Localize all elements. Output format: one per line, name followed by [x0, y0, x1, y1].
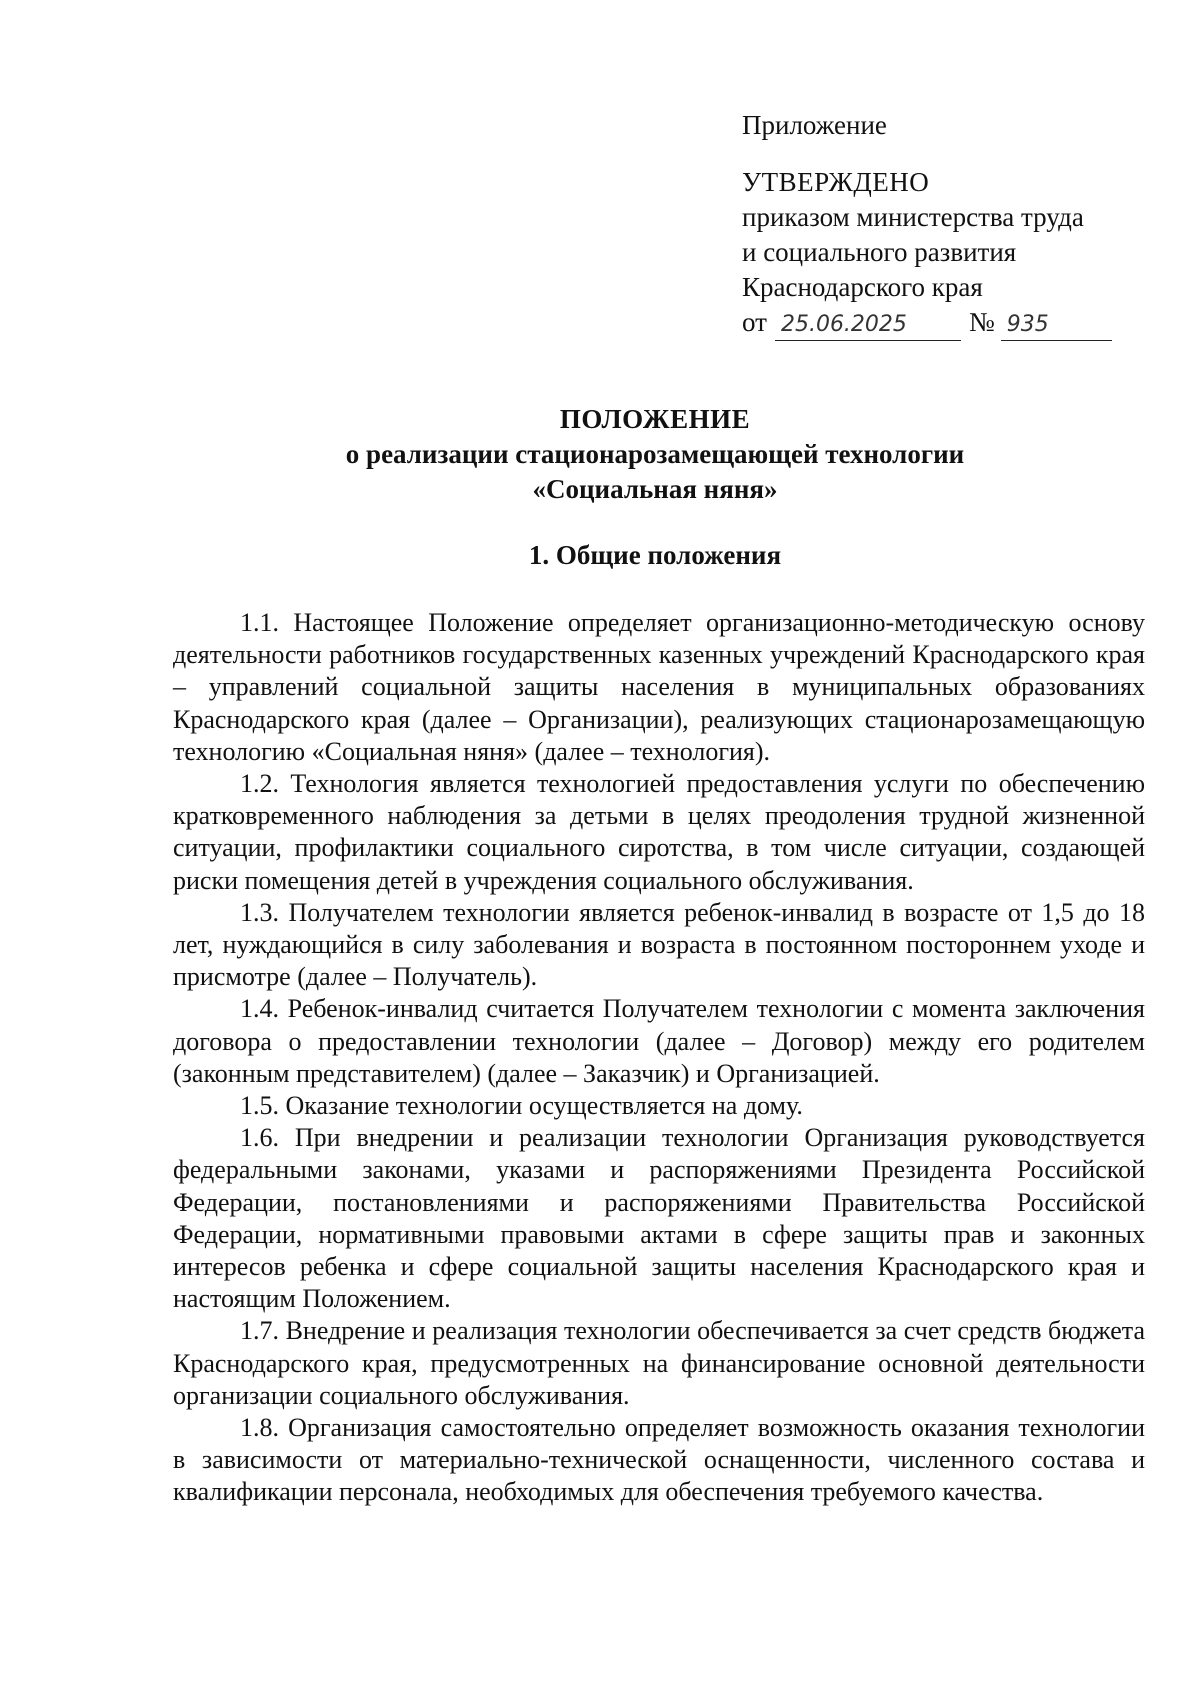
approval-line-1: приказом министерства труда: [742, 202, 1084, 232]
approved-label: УТВЕРЖДЕНО: [742, 167, 930, 197]
order-number-handwritten: 935: [1001, 310, 1112, 341]
paragraph-1-2: 1.2. Технология является технологией предоставления услуги по обеспечению кратковременного наблюдения за детьми в целях преодоления трудной жизненной ситуации, профилактики социального сиротства, в том числе ситуации, создающей риски помещения детей в учреждения социального обслуживания.: [173, 769, 1145, 895]
order-date-line: [742, 305, 1142, 341]
document-title: [160, 402, 1150, 507]
order-date-handwritten: 25.06.2025: [775, 310, 961, 341]
paragraph-1-8: 1.8. Организация самостоятельно определяет возможность оказания технологии в зависимости от материально-технической оснащенности, численного состава и квалификации персонала, необходимых для обеспечения требуемого качества.: [173, 1413, 1145, 1507]
date-prefix: от: [742, 307, 767, 337]
paragraph-1-3: 1.3. Получателем технологии является ребенок-инвалид в возрасте от 1,5 до 18 лет, нуждающийся в силу заболевания и возраста в постоянном постороннем уходе и присмотре (далее – Получатель).: [173, 897, 1145, 992]
section-heading: 1. Общие положения: [528, 540, 782, 570]
title-main: ПОЛОЖЕНИЕ: [559, 404, 751, 434]
approval-line-3: Краснодарского края: [742, 272, 983, 302]
paragraph-1-4: 1.4. Ребенок-инвалид считается Получателем технологии с момента заключения договора о предоставлении технологии (далее – Договор) между его родителем (законным представителем) (далее – Заказчик) и Организацией.: [173, 994, 1145, 1088]
paragraph-1-5: 1.5. Оказание технологии осуществляется на дому.: [240, 1091, 803, 1121]
number-sign: №: [968, 307, 995, 337]
appendix-label: Приложение: [742, 110, 887, 140]
approval-block: [742, 108, 1142, 341]
section-body: [173, 607, 1145, 1509]
paragraph-1-6: 1.6. При внедрении и реализации технологии Организация руководствуется федеральными законами, указами и распоряжениями Президента Российской Федерации, постановлениями и распоряжениями Правительства Российской Федерации, нормативными правовыми актами в сфере защиты прав и законных интересов ребенка и сфере социальной защиты населения Краснодарского края и настоящим Положением.: [173, 1123, 1145, 1314]
approval-line-2: и социального развития: [742, 237, 1017, 267]
title-line-2: о реализации стационарозамещающей технологии: [345, 439, 965, 469]
title-line-3: «Социальная няня»: [532, 474, 778, 504]
paragraph-1-1: 1.1. Настоящее Положение определяет организационно-методическую основу деятельности работников государственных казенных учреждений Краснодарского края – управлений социальной защиты населения в муниципальных образованиях Краснодарского края (далее – Организации), реализующих стационарозамещающую технологию «Социальная няня» (далее – технология).: [173, 608, 1145, 766]
paragraph-1-7: 1.7. Внедрение и реализация технологии обеспечивается за счет средств бюджета Краснодарского края, предусмотренных на финансирование основной деятельности организации социального обслуживания.: [173, 1316, 1145, 1410]
